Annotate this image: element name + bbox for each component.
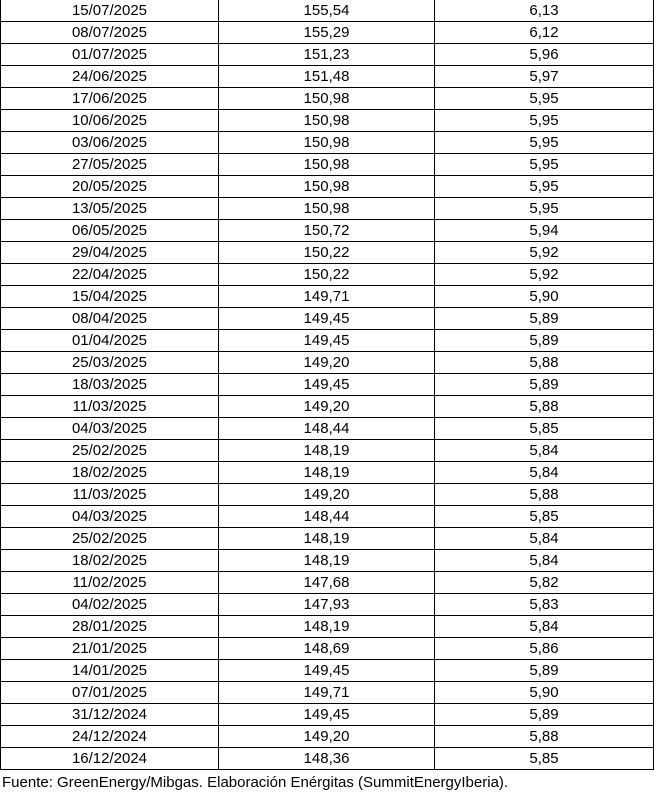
price-cell: 150,98 — [219, 154, 435, 176]
value-cell: 5,89 — [435, 374, 654, 396]
price-cell: 148,19 — [219, 462, 435, 484]
table-row — [1, 286, 654, 308]
table-row — [1, 154, 654, 176]
date-cell: 08/07/2025 — [1, 22, 219, 44]
value-cell: 5,94 — [435, 220, 654, 242]
value-cell: 5,95 — [435, 198, 654, 220]
table-row — [1, 638, 654, 660]
price-cell: 150,22 — [219, 242, 435, 264]
date-cell: 10/06/2025 — [1, 110, 219, 132]
price-cell: 149,71 — [219, 286, 435, 308]
value-cell: 5,84 — [435, 616, 654, 638]
price-cell: 148,69 — [219, 638, 435, 660]
value-cell: 5,88 — [435, 352, 654, 374]
table-row — [1, 264, 654, 286]
price-cell: 150,98 — [219, 176, 435, 198]
table-row — [1, 220, 654, 242]
price-cell: 155,29 — [219, 22, 435, 44]
date-cell: 06/05/2025 — [1, 220, 219, 242]
table-row — [1, 726, 654, 748]
price-cell: 149,20 — [219, 352, 435, 374]
price-cell: 149,45 — [219, 660, 435, 682]
date-cell: 25/03/2025 — [1, 352, 219, 374]
price-cell: 150,72 — [219, 220, 435, 242]
value-cell: 5,95 — [435, 154, 654, 176]
table-row — [1, 198, 654, 220]
date-cell: 13/05/2025 — [1, 198, 219, 220]
table-row — [1, 704, 654, 726]
value-cell: 5,90 — [435, 286, 654, 308]
date-cell: 22/04/2025 — [1, 264, 219, 286]
source-note: Fuente: GreenEnergy/Mibgas. Elaboración Enérgitas (SummitEnergyIberia). — [2, 774, 509, 791]
value-cell: 5,96 — [435, 44, 654, 66]
date-cell: 14/01/2025 — [1, 660, 219, 682]
price-cell: 149,45 — [219, 330, 435, 352]
date-cell: 24/06/2025 — [1, 66, 219, 88]
table-row — [1, 660, 654, 682]
table-row — [1, 88, 654, 110]
price-cell: 148,44 — [219, 506, 435, 528]
date-cell: 04/03/2025 — [1, 418, 219, 440]
value-cell: 5,89 — [435, 660, 654, 682]
price-cell: 148,44 — [219, 418, 435, 440]
value-cell: 6,12 — [435, 22, 654, 44]
value-cell: 5,95 — [435, 176, 654, 198]
date-cell: 27/05/2025 — [1, 154, 219, 176]
price-table-body — [1, 0, 654, 770]
date-cell: 18/02/2025 — [1, 462, 219, 484]
price-cell: 150,98 — [219, 132, 435, 154]
table-row — [1, 352, 654, 374]
table-row — [1, 330, 654, 352]
price-cell: 149,45 — [219, 704, 435, 726]
price-cell: 149,45 — [219, 374, 435, 396]
date-cell: 03/06/2025 — [1, 132, 219, 154]
price-cell: 150,98 — [219, 88, 435, 110]
table-row — [1, 132, 654, 154]
price-cell: 150,98 — [219, 110, 435, 132]
table-row — [1, 396, 654, 418]
table-row — [1, 22, 654, 44]
table-row — [1, 682, 654, 704]
date-cell: 15/04/2025 — [1, 286, 219, 308]
value-cell: 5,92 — [435, 242, 654, 264]
price-cell: 148,19 — [219, 440, 435, 462]
date-cell: 11/03/2025 — [1, 396, 219, 418]
date-cell: 01/04/2025 — [1, 330, 219, 352]
value-cell: 5,92 — [435, 264, 654, 286]
table-row — [1, 176, 654, 198]
table-row — [1, 506, 654, 528]
value-cell: 5,97 — [435, 66, 654, 88]
date-cell: 18/02/2025 — [1, 550, 219, 572]
price-cell: 149,20 — [219, 396, 435, 418]
date-cell: 29/04/2025 — [1, 242, 219, 264]
date-cell: 18/03/2025 — [1, 374, 219, 396]
value-cell: 5,88 — [435, 726, 654, 748]
date-cell: 11/03/2025 — [1, 484, 219, 506]
value-cell: 5,84 — [435, 528, 654, 550]
date-cell: 24/12/2024 — [1, 726, 219, 748]
date-cell: 15/07/2025 — [1, 0, 219, 22]
value-cell: 5,89 — [435, 704, 654, 726]
date-cell: 16/12/2024 — [1, 748, 219, 770]
table-row — [1, 572, 654, 594]
value-cell: 5,95 — [435, 132, 654, 154]
value-cell: 6,13 — [435, 0, 654, 22]
price-cell: 149,20 — [219, 484, 435, 506]
table-row — [1, 418, 654, 440]
price-cell: 148,19 — [219, 550, 435, 572]
date-cell: 25/02/2025 — [1, 528, 219, 550]
table-row — [1, 484, 654, 506]
value-cell: 5,84 — [435, 462, 654, 484]
price-cell: 149,71 — [219, 682, 435, 704]
date-cell: 21/01/2025 — [1, 638, 219, 660]
date-cell: 04/02/2025 — [1, 594, 219, 616]
date-cell: 01/07/2025 — [1, 44, 219, 66]
price-cell: 148,19 — [219, 528, 435, 550]
price-cell: 155,54 — [219, 0, 435, 22]
date-cell: 11/02/2025 — [1, 572, 219, 594]
value-cell: 5,85 — [435, 748, 654, 770]
date-cell: 04/03/2025 — [1, 506, 219, 528]
table-row — [1, 0, 654, 22]
price-cell: 149,20 — [219, 726, 435, 748]
value-cell: 5,95 — [435, 88, 654, 110]
date-cell: 20/05/2025 — [1, 176, 219, 198]
value-cell: 5,89 — [435, 308, 654, 330]
date-cell: 17/06/2025 — [1, 88, 219, 110]
table-row — [1, 594, 654, 616]
date-cell: 07/01/2025 — [1, 682, 219, 704]
value-cell: 5,85 — [435, 418, 654, 440]
table-row — [1, 462, 654, 484]
price-cell: 148,19 — [219, 616, 435, 638]
value-cell: 5,90 — [435, 682, 654, 704]
date-cell: 08/04/2025 — [1, 308, 219, 330]
price-cell: 150,22 — [219, 264, 435, 286]
value-cell: 5,95 — [435, 110, 654, 132]
value-cell: 5,83 — [435, 594, 654, 616]
price-cell: 151,48 — [219, 66, 435, 88]
table-row — [1, 110, 654, 132]
table-row — [1, 374, 654, 396]
value-cell: 5,85 — [435, 506, 654, 528]
table-row — [1, 440, 654, 462]
price-cell: 147,68 — [219, 572, 435, 594]
value-cell: 5,84 — [435, 550, 654, 572]
price-cell: 149,45 — [219, 308, 435, 330]
value-cell: 5,82 — [435, 572, 654, 594]
value-cell: 5,84 — [435, 440, 654, 462]
price-cell: 150,98 — [219, 198, 435, 220]
table-row — [1, 242, 654, 264]
table-row — [1, 616, 654, 638]
value-cell: 5,86 — [435, 638, 654, 660]
table-row — [1, 528, 654, 550]
price-cell: 148,36 — [219, 748, 435, 770]
table-row — [1, 66, 654, 88]
value-cell: 5,88 — [435, 484, 654, 506]
price-cell: 147,93 — [219, 594, 435, 616]
table-row — [1, 308, 654, 330]
table-row — [1, 44, 654, 66]
table-row — [1, 550, 654, 572]
date-cell: 25/02/2025 — [1, 440, 219, 462]
date-cell: 28/01/2025 — [1, 616, 219, 638]
price-cell: 151,23 — [219, 44, 435, 66]
date-cell: 31/12/2024 — [1, 704, 219, 726]
value-cell: 5,89 — [435, 330, 654, 352]
value-cell: 5,88 — [435, 396, 654, 418]
table-row — [1, 748, 654, 770]
